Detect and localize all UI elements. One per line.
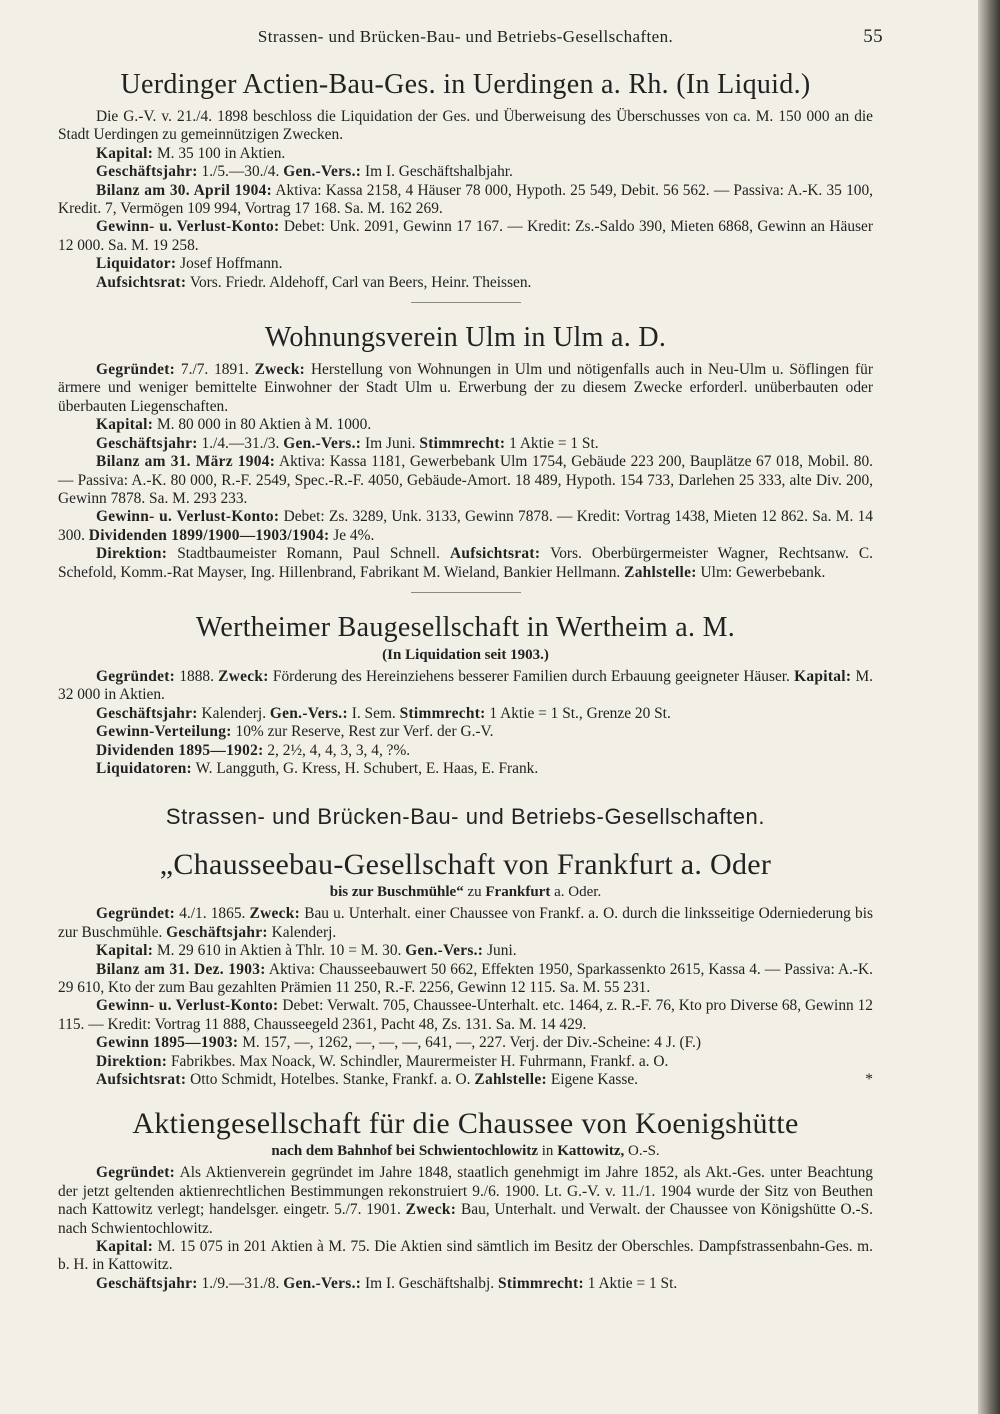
running-title: Strassen- und Brücken-Bau- und Betriebs-Gesellschaften. xyxy=(257,27,674,46)
entry-paragraph xyxy=(58,1275,873,1293)
field-label: Gen.-Vers.: xyxy=(269,704,348,722)
field-value: Vors. Friedr. Aldehoff, Carl van Beers, Heinr. Theissen. xyxy=(189,273,532,291)
field-label: Dividenden 1899/1900—1903/1904: xyxy=(88,526,330,544)
field-value: Förderung des Hereinziehens besserer Familien durch Erbauung geeigneter Häuser. xyxy=(272,667,790,685)
subtitle-bold-place: Frankfurt xyxy=(485,884,551,901)
field-value: Kalenderj. xyxy=(201,704,267,722)
field-label: Direktion: xyxy=(96,1052,168,1070)
subtitle-normal: in xyxy=(541,1143,554,1160)
field-value: Aktiva: Kassa 1181, Gewerbebank Ulm 1754, Gebäude 223 200, Bauplätze 67 018, Mobil. 80. — Passiva: A.-K. 80 000, R.-F. 2549, Spec.-R.-F. 4050, Gebäude-Amort. 18 489, Hypoth. 154 733, Darlehen 25 333, alte Div. 200, Gewinn 7878. Sa. M. 293 233. xyxy=(58,453,874,507)
entry-paragraph xyxy=(58,545,873,582)
company-entry xyxy=(58,321,873,593)
field-label: Zahlstelle: xyxy=(474,1071,547,1089)
separator-rule xyxy=(411,302,521,303)
field-label: Gewinn-Verteilung: xyxy=(96,723,232,741)
entry-paragraph xyxy=(58,705,873,723)
field-value: M. 157, —, 1262, —, —, —, 641, —, 227. Verj. der Div.-Scheine: 4 J. (F.) xyxy=(242,1034,701,1052)
field-value: 1./5.—30./4. xyxy=(201,163,280,181)
field-value: Bau u. Unterhalt. einer Chaussee von Frankf. a. O. durch die linksseitige Oderniederung bis zur Buschmühle. xyxy=(58,905,873,941)
entry-title: „Chausseebau-Gesellschaft von Frankfurt a. Oder xyxy=(159,848,772,882)
entry-paragraph xyxy=(58,905,873,942)
field-value: Im Juni. xyxy=(365,434,416,452)
document-page xyxy=(58,24,883,1293)
field-label: Geschäftsjahr: xyxy=(96,704,198,722)
field-label: Geschäftsjahr: xyxy=(96,1274,198,1292)
field-label: Gegründet: xyxy=(96,361,176,379)
field-label: Geschäftsjahr: xyxy=(96,434,198,452)
field-value: 2, 2½, 4, 4, 3, 3, 4, ?%. xyxy=(267,741,411,759)
field-value: Als Aktienverein gegründet im Jahre 1848, staatlich genehmigt im Jahre 1852, als Akt.-Ges. unter Beachtung der jetzt geltenden aktienrechtlichen Bestimmungen rekonstruiert 9./6. 1900. Lt. G.-V. v. 11./1. 1904 wurde der Sitz von Beuthen nach Kattowitz verlegt; handelsger. eingetr. 5./7. 1901. xyxy=(58,1164,873,1219)
field-label: Stimmrecht: xyxy=(399,704,486,722)
entry-title: Aktiengesellschaft für die Chaussee von Koenigshütte xyxy=(132,1107,799,1141)
field-value: Kalenderj. xyxy=(271,923,337,941)
field-label: Gewinn 1895—1903: xyxy=(96,1034,239,1052)
field-value: Vors. Oberbürgermeister Wagner, Rechtsanw. C. Schefold, Komm.-Rat Mayser, Ing. Hillenbrand, Fabrikant M. Wieland, Bankier Hellmann. xyxy=(58,545,873,581)
field-label: Gegründet: xyxy=(96,905,176,923)
company-entry xyxy=(58,68,873,303)
field-label: Kapital: xyxy=(96,942,154,960)
entry-paragraph xyxy=(58,723,873,741)
field-value: 10% zur Reserve, Rest zur Verf. der G.-V. xyxy=(235,723,494,741)
field-value: Josef Hoffmann. xyxy=(180,255,283,273)
field-value: M. 29 610 in Aktien à Thlr. 10 = M. 30. xyxy=(156,942,402,960)
field-label: Gegründet: xyxy=(96,1164,176,1182)
entry-paragraph xyxy=(58,108,873,145)
field-value: 4./1. 1865. xyxy=(179,905,246,923)
field-label: Aufsichtsrat: xyxy=(450,545,541,563)
field-value: 1 Aktie = 1 St. xyxy=(509,434,599,452)
entry-title: Wohnungsverein Ulm in Ulm a. D. xyxy=(264,322,667,354)
entry-paragraph xyxy=(58,435,873,453)
entry-paragraph xyxy=(58,508,873,545)
field-value: Herstellung von Wohnungen in Ulm und nötigenfalls auch in Neu-Ulm u. Söflingen für ärmere und weniger bemittelte Einwohner der Stadt Ulm u. Erwerbung der zu diesem Zwecke erforderl. unüberbauten oder überbauten Liegenschaften. xyxy=(58,361,873,415)
field-label: Gewinn- u. Verlust-Konto: xyxy=(96,508,280,526)
field-label: Dividenden 1895—1902: xyxy=(96,741,264,759)
entry-title: Uerdinger Actien-Bau-Ges. in Uerdingen a. Rh. (In Liquid.) xyxy=(120,69,811,100)
field-label: Kapital: xyxy=(96,1238,154,1256)
field-label: Gewinn- u. Verlust-Konto: xyxy=(96,218,280,236)
field-label: Gewinn- u. Verlust-Konto: xyxy=(96,997,279,1015)
field-value: Debet: Unk. 2091, Gewinn 17 167. — Kredit: Zs.-Saldo 390, Mieten 6868, Gewinn an Häuser 12 000. Sa. M. 19 258. xyxy=(58,218,873,254)
company-entry xyxy=(58,848,873,1089)
field-label: Liquidatoren: xyxy=(96,759,192,777)
field-label: Kapital: xyxy=(96,144,154,162)
field-value: Die G.-V. v. 21./4. 1898 beschloss die Liquidation der Ges. und Überweisung des Überschusses von ca. M. 150 000 an die Stadt Uerdingen zu gemeinnützigen Zwecken. xyxy=(58,108,873,144)
field-label: Zweck: xyxy=(249,905,301,923)
field-label: Liquidator: xyxy=(96,255,177,273)
field-value: I. Sem. xyxy=(351,704,396,722)
field-value: Stadtbaumeister Romann, Paul Schnell. xyxy=(177,545,440,563)
entry-paragraph xyxy=(58,997,873,1034)
company-entry xyxy=(58,611,873,778)
field-value: Aktiva: Chausseebauwert 50 662, Effekten 1950, Sparkassenkto 2615, Kassa 4. — Passiva: A.-K. 29 610, Kto der zum Bau gezahlten Prämien 11 250, R.-F. 2256, Gewinn 12 115. Sa. M. 55 231. xyxy=(58,960,873,996)
subtitle-normal: zu xyxy=(467,884,482,901)
company-entry xyxy=(58,1107,873,1293)
entry-paragraph xyxy=(58,416,873,434)
subtitle-bold: bis zur Buschmühle“ xyxy=(329,884,464,901)
field-value: Fabrikbes. Max Noack, W. Schindler, Maurermeister H. Fuhrmann, Frankf. a. O. xyxy=(170,1052,669,1070)
page-number: 55 xyxy=(863,26,883,47)
field-label: Kapital: xyxy=(96,416,154,434)
field-label: Zahlstelle: xyxy=(624,563,697,581)
entry-paragraph xyxy=(58,961,873,998)
field-value: Aktiva: Kassa 2158, 4 Häuser 78 000, Hypoth. 25 549, Debit. 56 562. — Passiva: A.-K. 35 100, Kredit. 7, Vermögen 109 994, Vortrag 17 168. Sa. M. 162 269. xyxy=(58,181,873,218)
field-label: Gen.-Vers.: xyxy=(405,942,484,960)
entry-subtitle: (In Liquidation seit 1903.) xyxy=(382,646,549,663)
field-value: M. 32 000 in Aktien. xyxy=(58,667,874,704)
field-label: Bilanz am 31. März 1904: xyxy=(96,453,276,471)
entry-subtitle xyxy=(58,1143,873,1160)
field-label: Geschäftsjahr: xyxy=(96,163,198,181)
entry-paragraph xyxy=(58,163,873,181)
separator-rule xyxy=(411,592,521,593)
entry-paragraph xyxy=(58,668,873,705)
entry-paragraph xyxy=(58,1071,873,1089)
field-label: Aufsichtsrat: xyxy=(96,1071,187,1089)
field-value: 1888. xyxy=(179,667,214,685)
entry-paragraph xyxy=(58,760,873,778)
field-label: Direktion: xyxy=(96,545,168,563)
entry-subtitle xyxy=(58,884,873,901)
field-value: Juni. xyxy=(487,942,517,960)
field-value: Debet: Zs. 3289, Unk. 3133, Gewinn 7878. — Kredit: Vortrag 1438, Mieten 12 862. Sa. M. 14 300. xyxy=(58,508,873,544)
entry-paragraph xyxy=(58,453,873,508)
field-label: Kapital: xyxy=(794,667,852,685)
subtitle-bold: nach dem Bahnhof bei Schwientochlowitz xyxy=(271,1143,539,1160)
field-value: M. 15 075 in 201 Aktien à M. 75. Die Aktien sind sämtlich im Besitz der Oberschles. Dampfstrassenbahn-Ges. m. b. H. in Kattowitz. xyxy=(58,1238,873,1274)
field-label: Gen.-Vers.: xyxy=(283,1274,362,1292)
entry-paragraph xyxy=(58,942,873,960)
entry-paragraph xyxy=(58,1053,873,1071)
field-value: W. Langguth, G. Kress, H. Schubert, E. Haas, E. Frank. xyxy=(195,759,539,777)
field-label: Geschäftsjahr: xyxy=(166,923,268,941)
field-value: 1 Aktie = 1 St., Grenze 20 St. xyxy=(489,704,671,722)
field-value: Im I. Geschäftshalbjahr. xyxy=(365,163,513,181)
field-value: 1./4.—31./3. xyxy=(201,434,280,452)
field-label: Zweck: xyxy=(218,667,269,685)
field-label: Gegründet: xyxy=(96,667,176,685)
entry-title: Wertheimer Baugesellschaft in Wertheim a. M. xyxy=(195,611,736,643)
entry-paragraph xyxy=(58,218,873,255)
field-label: Aufsichtsrat: xyxy=(96,273,187,291)
field-label: Stimmrecht: xyxy=(497,1274,584,1292)
field-value: 1./9.—31./8. xyxy=(201,1274,280,1292)
field-label: Stimmrecht: xyxy=(419,434,506,452)
entry-paragraph xyxy=(58,742,873,760)
field-value: Je 4%. xyxy=(333,526,375,544)
field-value: Debet: Verwalt. 705, Chaussee-Unterhalt. etc. 1464, z. R.-F. 76, Kto pro Diverse 68, Gewinn 12 115. — Kredit: Vortrag 11 888, Chausseegeld 2361, Pacht 48, Zs. 131. Sa. M. 14 429. xyxy=(58,997,873,1033)
entries-block-2 xyxy=(58,848,873,1293)
field-value: Im I. Geschäftshalbj. xyxy=(365,1274,495,1292)
field-label: Bilanz am 31. Dez. 1903: xyxy=(96,960,266,978)
field-value: Bau, Unterhalt. und Verwalt. der Chaussee von Königshütte O.-S. nach Schwientochlowitz. xyxy=(58,1201,873,1237)
entry-paragraph xyxy=(58,1034,873,1052)
entry-paragraph xyxy=(58,1164,873,1238)
entry-paragraph xyxy=(58,255,873,273)
entry-paragraph xyxy=(58,145,873,163)
running-header xyxy=(58,24,883,50)
page-edge-shadow xyxy=(978,0,1000,1414)
subtitle-bold-place: Kattowitz, xyxy=(557,1143,625,1160)
field-label: Bilanz am 30. April 1904: xyxy=(96,181,273,199)
entry-paragraph xyxy=(58,182,873,219)
field-value: M. 80 000 in 80 Aktien à M. 1000. xyxy=(156,416,372,434)
entry-paragraph xyxy=(58,274,873,292)
subtitle-normal-place: O.-S. xyxy=(628,1143,660,1160)
field-label: Gen.-Vers.: xyxy=(283,163,362,181)
entry-paragraph xyxy=(58,361,873,416)
field-value: Otto Schmidt, Hotelbes. Stanke, Frankf. a. O. xyxy=(190,1071,471,1089)
subtitle-normal-place: a. Oder. xyxy=(554,884,602,901)
field-value: Ulm: Gewerbebank. xyxy=(700,563,826,581)
field-label: Zweck: xyxy=(405,1201,457,1219)
section-heading: Strassen- und Brücken-Bau- und Betriebs-Gesellschaften. xyxy=(165,804,766,830)
field-value: Eigene Kasse. xyxy=(550,1071,638,1089)
field-value: M. 35 100 in Aktien. xyxy=(156,144,286,162)
entries-block-1 xyxy=(58,68,873,778)
entry-paragraph xyxy=(58,1238,873,1275)
footnote-star: * xyxy=(865,1071,873,1089)
field-value: 1 Aktie = 1 St. xyxy=(587,1274,678,1292)
field-label: Gen.-Vers.: xyxy=(283,434,362,452)
field-value: 7./7. 1891. xyxy=(180,361,249,379)
field-label: Zweck: xyxy=(254,361,306,379)
